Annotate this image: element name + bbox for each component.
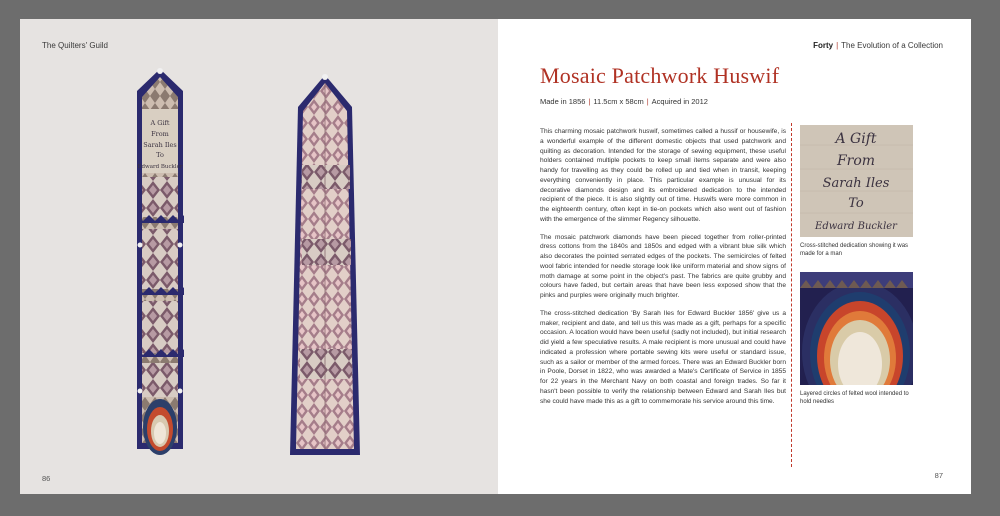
caption-dedication: Cross-stitched dedication showing it was made for a man [800, 243, 909, 257]
meta-made: Made in 1856 [540, 97, 586, 106]
dedication-photo [800, 125, 913, 237]
dedication-line-2: From [836, 153, 876, 169]
meta-size: 11.5cm x 58cm [593, 97, 644, 106]
huswif-front [137, 68, 184, 455]
meta-acquired: Acquired in 2012 [651, 97, 708, 106]
page-title: Mosaic Patchwork Huswif [540, 63, 780, 88]
right-page [498, 19, 971, 494]
embroidery-line-5: Edward Buckler [137, 164, 183, 170]
right-running-head: Forty | The Evolution of a Collection [813, 41, 943, 50]
left-page [20, 19, 498, 494]
chapter-title: The Evolution of a Collection [841, 41, 943, 50]
embroidery-line-1: A Gift [150, 119, 170, 127]
dedication-line-3: Sarah Iles [822, 176, 890, 191]
embroidery-line-3: Sarah Iles [143, 141, 177, 149]
dashed-divider [791, 123, 792, 467]
felted-wool-photo [800, 272, 913, 385]
embroidery-line-4: To [156, 151, 164, 159]
caption-felted-wool: Layered circles of felted wool intended to hold needles [800, 391, 909, 405]
chapter-number: Forty [813, 41, 834, 50]
left-page-number: 86 [42, 474, 51, 483]
dedication-line-5: Edward Buckler [815, 221, 897, 232]
left-running-head: The Quilters' Guild [42, 41, 108, 50]
huswif-back [290, 74, 360, 455]
object-meta: Made in 1856 | 11.5cm x 58cm | Acquired in 2012 [540, 97, 708, 106]
embroidery-line-2: From [151, 130, 169, 138]
right-page-number: 87 [934, 471, 943, 480]
paragraph-2: The mosaic patchwork diamonds have been pieced together from roller-printed dress cottons from the 1840s and 1850s and edged with a vibrant blue silk which also decorates the pointed serrated edges of the pockets. The semicircles of felted wool fabric intended for needle storage look like uniform material and show signs of moth damage at some point in the object's past. The fabrics are quite grubby and colours have faded, but certain areas that have been less exposed show that the pinks and purples were originally much brighter. [540, 233, 786, 299]
huswif-photographs [20, 19, 498, 494]
paragraph-3: The cross-stitched dedication 'By Sarah Iles for Edward Buckler 1856' give us a maker, recipient and date, and tell us this was made as a gift, perhaps for a specific occasion. A location would have been useful (sadly not included), but initial research did yield a few speculative results. A male recipient is more unusual and could have indicated a profession where portable sewing kits were useful or standard issue, such as a sailor or member of the armed forces. There was an Edward Buckler born in Poole, Dorset in 1822, who was awarded a Mate's Certificate of Service in 1855 for 22 years in the Merchant Navy on both coastal and foreign trades. So far it hasn't been possible to verify the relationship between Edward and Sarah Iles but she could have made this as a gift to commemorate his service around this time. [540, 309, 786, 405]
body-text [540, 127, 786, 414]
book-spread [20, 19, 971, 494]
dedication-line-4: To [848, 196, 864, 211]
dedication-line-1: A Gift [835, 131, 877, 147]
paragraph-1: This charming mosaic patchwork huswif, sometimes called a hussif or housewife, is a wonderful example of the different domestic objects that used patchwork and quilting as decoration. Intended for the storage of sewing equipment, these useful holders contained multiple pockets to keep small items separate and were also handy for travelling as they could be rolled up and tied when in transit, keeping everything conveniently in place. This particular example is unusual for its decorative diamonds design and its embroidered dedication to the intended recipient of the piece. It is also slightly out of time. Huswifs were more common in the eighteenth century, often kept in tie-on pockets which also went out of fashion with the emergence of the slimmer Regency silhouette. [540, 128, 786, 223]
